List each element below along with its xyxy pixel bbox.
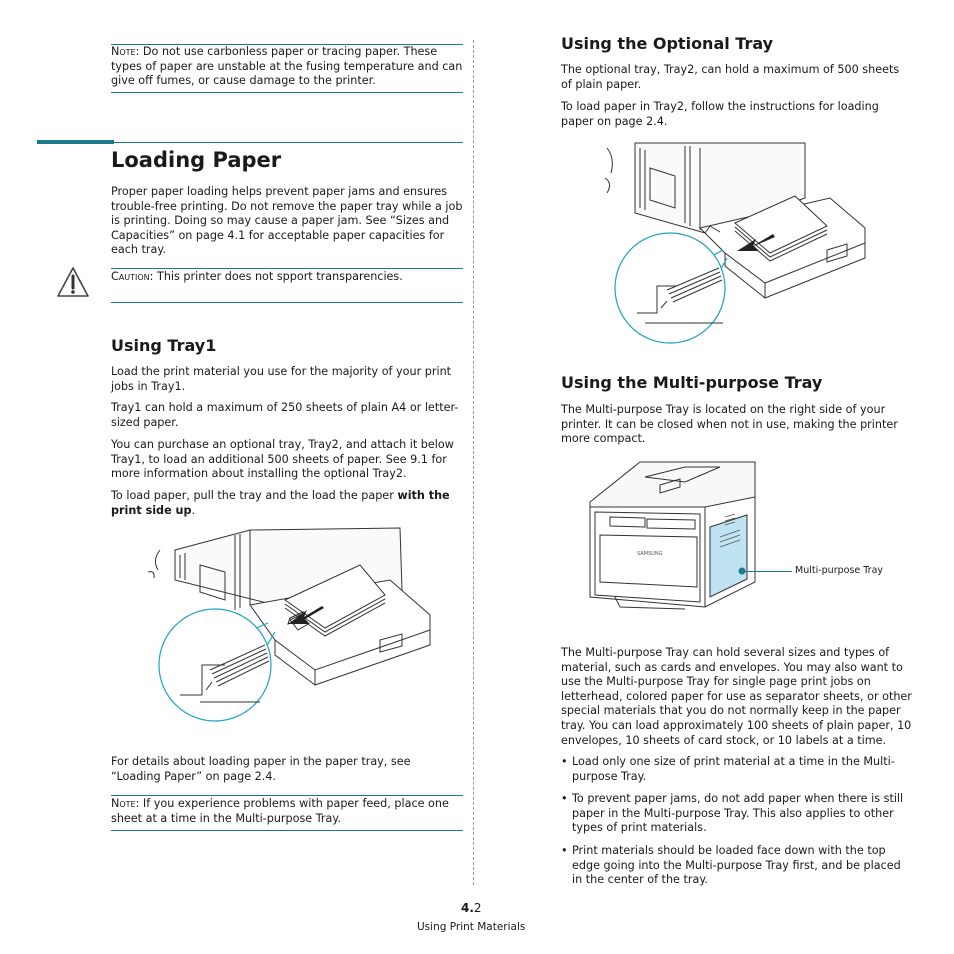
mp-bullet-2: • To prevent paper jams, do not add paper when there is still paper in the Multi-purpose Tray. This also applies to other types of print materials. [561,792,913,836]
mp-bullet-list [561,755,913,896]
caution-icon [55,265,91,301]
loading-paper-title: Loading Paper [111,148,282,172]
optional-tray-title: Using the Optional Tray [561,34,774,53]
mp-callout-label: Multi-purpose Tray [795,565,884,576]
loading-paragraph: Proper paper loading helps prevent paper jams and ensures trouble-free printing. Do not remove the paper tray while a job is printing. Doing so may cause a paper jam. See “Sizes and Capacities” on page 4.1 for acceptable paper capacities for each tray. [111,185,463,257]
multipurpose-tray-title: Using the Multi-purpose Tray [561,373,823,392]
note1-text: Note: Do not use carbonless paper or tracing paper. These types of paper are unstable at the fusing temperature and can give off fumes, or cause damage to the printer. [111,45,463,88]
caution-label: Caution [111,270,150,283]
tray1-paragraph-3: You can purchase an optional tray, Tray2, and attach it below Tray1, to load an additional 500 sheets of paper. See 9.1 for more information about installing the optional Tray2. [111,438,454,481]
note2-text: Note: If you experience problems with paper feed, place one sheet at a time in the Multi-purpose Tray. [111,797,449,825]
column-divider [473,40,474,885]
optional-paragraph-2: To load paper in Tray2, follow the instructions for loading paper on page 2.4. [561,100,879,128]
print-side-up-emphasis: with the print side up [111,489,450,517]
heading-rule [37,142,463,143]
mp-bullet-3: • Print materials should be loaded face down with the top edge going into the Multi-purpose Tray first, and be placed in the center of the tray. [561,844,913,888]
details-paragraph: For details about loading paper in the paper tray, see “Loading Paper” on page 2.4. [111,755,411,783]
note1-label: Note [111,45,136,58]
optional-paragraph-1: The optional tray, Tray2, can hold a maximum of 500 sheets of plain paper. [561,63,900,91]
page-number: 4.2 [461,901,482,915]
printer-illustration [585,457,765,612]
tray1-paragraph-1: Load the print material you use for the majority of your print jobs in Tray1. [111,365,452,393]
footer-section-title: Using Print Materials [417,921,526,933]
caution-top-rule [111,268,463,269]
mp-callout-line [742,571,792,572]
tray1-paragraph-4: To load paper, pull the tray and the load the paper with the print side up. [111,489,450,517]
note1-bottom-rule [111,92,463,93]
tray1-illustration [140,520,440,725]
mp-bullet-1: • Load only one size of print material at a time in the Multi-purpose Tray. [561,755,913,784]
tray2-illustration [595,138,875,348]
mp-paragraph-2: The Multi-purpose Tray can hold several sizes and types of material, such as cards and envelopes. You may also want to use the Multi-purpose Tray for single page print jobs on letterhead, colored paper for use as separator sheets, or other special materials that you do not normally keep in the paper tray. You can load approximately 100 sheets of plain paper, 10 envelopes, 10 sheets of card stock, or 10 labels at a time. [561,646,912,747]
note2-top-rule [111,795,463,796]
caution-bottom-rule [111,302,463,303]
caution-text: Caution: This printer does not spport transparencies. [111,270,403,283]
note2-label: Note [111,797,136,810]
tray1-title: Using Tray1 [111,336,217,355]
mp-paragraph-1: The Multi-purpose Tray is located on the right side of your printer. It can be closed when not in use, making the printer more compact. [561,403,898,446]
printer-brand: SAMSUNG [637,551,663,557]
tray1-paragraph-2: Tray1 can hold a maximum of 250 sheets of plain A4 or letter-sized paper. [111,401,459,429]
note2-bottom-rule [111,830,463,831]
